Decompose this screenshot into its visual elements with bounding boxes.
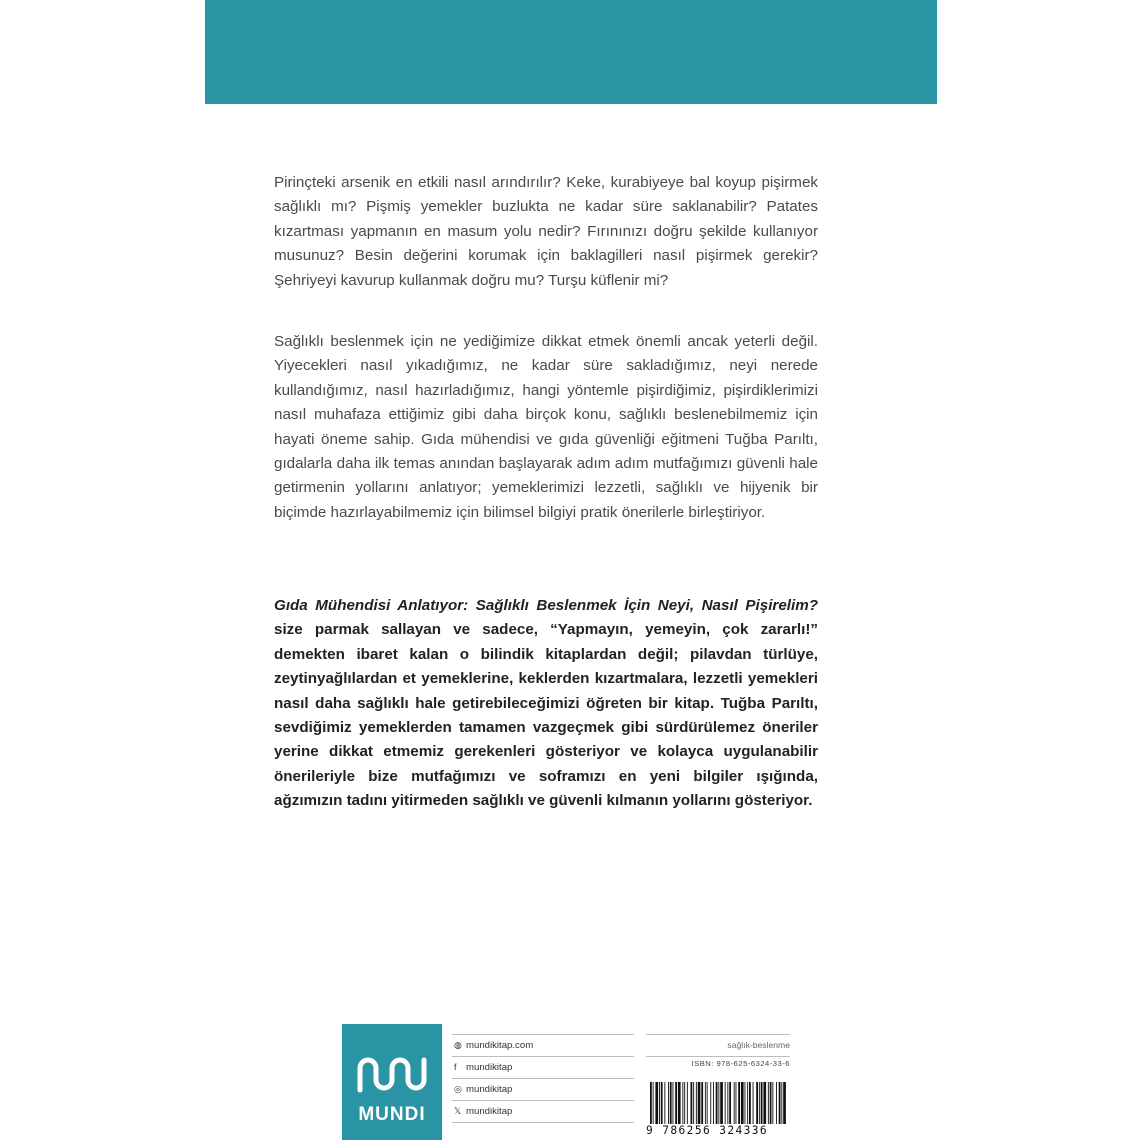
barcode-bar bbox=[701, 1082, 703, 1124]
barcode-bar bbox=[741, 1082, 744, 1124]
barcode-bar bbox=[659, 1082, 660, 1124]
barcode-bar bbox=[770, 1082, 772, 1124]
website-text: mundikitap.com bbox=[466, 1040, 534, 1051]
instagram-text: mundikitap bbox=[466, 1084, 513, 1095]
barcode-bar bbox=[783, 1082, 786, 1124]
barcode-bar bbox=[655, 1082, 658, 1124]
isbn-block bbox=[646, 1034, 790, 1137]
barcode-bar bbox=[693, 1082, 694, 1124]
mundi-wave-icon bbox=[356, 1054, 428, 1094]
instagram-link[interactable] bbox=[452, 1079, 634, 1101]
barcode-bar bbox=[687, 1082, 688, 1124]
barcode-bar bbox=[763, 1082, 766, 1124]
barcode-bar bbox=[673, 1082, 674, 1124]
barcode-bar bbox=[727, 1082, 728, 1124]
barcode-bar bbox=[738, 1082, 740, 1124]
barcode-bar bbox=[696, 1082, 697, 1124]
barcode-bar bbox=[725, 1082, 726, 1124]
barcode-bar bbox=[756, 1082, 758, 1124]
globe-icon: ◍ bbox=[454, 1040, 462, 1050]
barcode-bar bbox=[653, 1082, 654, 1124]
top-color-band bbox=[205, 0, 937, 104]
barcode-bar bbox=[661, 1082, 663, 1124]
barcode-bar bbox=[710, 1082, 711, 1124]
facebook-text: mundikitap bbox=[466, 1062, 513, 1073]
barcode-bar bbox=[705, 1082, 706, 1124]
publisher-links bbox=[452, 1034, 634, 1123]
barcode-bar bbox=[729, 1082, 731, 1124]
barcode-bar bbox=[768, 1082, 769, 1124]
barcode-bar bbox=[747, 1082, 748, 1124]
barcode-bar bbox=[691, 1082, 693, 1124]
barcode-bar bbox=[698, 1082, 701, 1124]
barcode-bar bbox=[713, 1082, 714, 1124]
barcode-bar bbox=[745, 1082, 746, 1124]
barcode-bar bbox=[759, 1082, 760, 1124]
barcode-bar bbox=[772, 1082, 773, 1124]
barcode-bar bbox=[749, 1082, 751, 1124]
barcode bbox=[646, 1082, 790, 1124]
x-text: mundikitap bbox=[466, 1106, 513, 1117]
barcode-bar bbox=[707, 1082, 708, 1124]
book-title: Gıda Mühendisi Anlatıyor: Sağlıklı Beslenmek İçin Neyi, Nasıl Pişirelim? bbox=[274, 597, 818, 614]
barcode-bar bbox=[781, 1082, 782, 1124]
instagram-icon: ◎ bbox=[454, 1084, 462, 1094]
website-link[interactable] bbox=[452, 1034, 634, 1057]
summary-body: size parmak sallayan ve sadece, “Yapmayın, yemeyin, çok zararlı!” demekten ibaret kalan o bilindik kitaplardan değil; pilavdan türlüye, zeytinyağlılardan et yemeklerine, keklerden kızartmalara, lezzetli yemekleri nasıl daha sağlıklı hale getirebileceğimizi öğreten bir kitap. Tuğba Parıltı, sevdiğimiz yemeklerden tamamen vazgeçmek gibi sürdürülemez öneriler yerine dikkat etmemiz gerekenleri gösteriyor ve kolayca uygulanabilir önerileriyle bize mutfağımızı ve soframızı en yeni bilgiler ışığında, ağzımızın tadını yitirmeden sağlıklı ve güvenli kılmanın yollarını gösteriyor. bbox=[274, 621, 818, 810]
barcode-bar bbox=[776, 1082, 777, 1124]
barcode-bar bbox=[720, 1082, 723, 1124]
barcode-number: 9 786256 324336 bbox=[646, 1124, 769, 1137]
barcode-bar bbox=[734, 1082, 735, 1124]
barcode-bar bbox=[684, 1082, 685, 1124]
isbn-label: ISBN: 978-625-6324-33-6 bbox=[691, 1059, 790, 1068]
category-label: sağlık-beslenme bbox=[646, 1034, 790, 1057]
summary-paragraph bbox=[274, 594, 818, 814]
barcode-bar bbox=[716, 1082, 718, 1124]
barcode-bar bbox=[664, 1082, 665, 1124]
publisher-brand: MUNDI bbox=[358, 1104, 426, 1125]
publisher-logo bbox=[342, 1024, 442, 1140]
x-link[interactable] bbox=[452, 1101, 634, 1123]
barcode-bar bbox=[779, 1082, 781, 1124]
barcode-bar bbox=[753, 1082, 754, 1124]
facebook-icon: f bbox=[454, 1062, 457, 1072]
facebook-link[interactable] bbox=[452, 1057, 634, 1079]
barcode-bar bbox=[718, 1082, 719, 1124]
cover-footer bbox=[342, 1024, 790, 1140]
barcode-bar bbox=[670, 1082, 672, 1124]
barcode-bar bbox=[761, 1082, 763, 1124]
barcode-bar bbox=[675, 1082, 677, 1124]
barcode-bar bbox=[668, 1082, 669, 1124]
barcode-bar bbox=[678, 1082, 681, 1124]
barcode-bar bbox=[682, 1082, 683, 1124]
x-icon: 𝕏 bbox=[454, 1106, 462, 1116]
barcode-bar bbox=[650, 1082, 652, 1124]
intro-questions-paragraph: Pirinçteki arsenik en etkili nasıl arındırılır? Keke, kurabiyeye bal koyup pişirmek sağlıklı mı? Pişmiş yemekler buzlukta ne kadar süre saklanabilir? Patates kızartması yapmanın en masum yolu nedir? Fırınınızı doğru şekilde kullanıyor musunuz? Besin değerini korumak için baklagilleri nasıl pişirmek gerekir? Şehriyeyi kavurup kullanmak doğru mu? Turşu küflenir mi? bbox=[274, 174, 818, 289]
barcode-bar bbox=[736, 1082, 737, 1124]
description-paragraph: Sağlıklı beslenmek için ne yediğimize dikkat etmek önemli ancak yeterli değil. Yiyecekleri nasıl yıkadığımız, ne kadar süre sakladığımız, neyi nerede kullandığımız, nasıl hazırladığımız, hangi yöntemle pişirdiğimiz, pişirdiklerimizi nasıl muhafaza ettiğimiz gibi daha birçok konu, sağlıklı beslenebilmemiz için hayati öneme sahip. Gıda mühendisi ve gıda güvenliği eğitmeni Tuğba Parıltı, gıdalarla daha ilk temas anından başlayarak adım adım mutfağımızı güvenli hale getirmenin yollarını anlatıyor; yemeklerimizi lezzetli, sağlıklı ve hijyenik bir biçimde hazırlayabilmemiz için bilimsel bilgiyi pratik önerilerle birleştiriyor. bbox=[274, 333, 818, 521]
